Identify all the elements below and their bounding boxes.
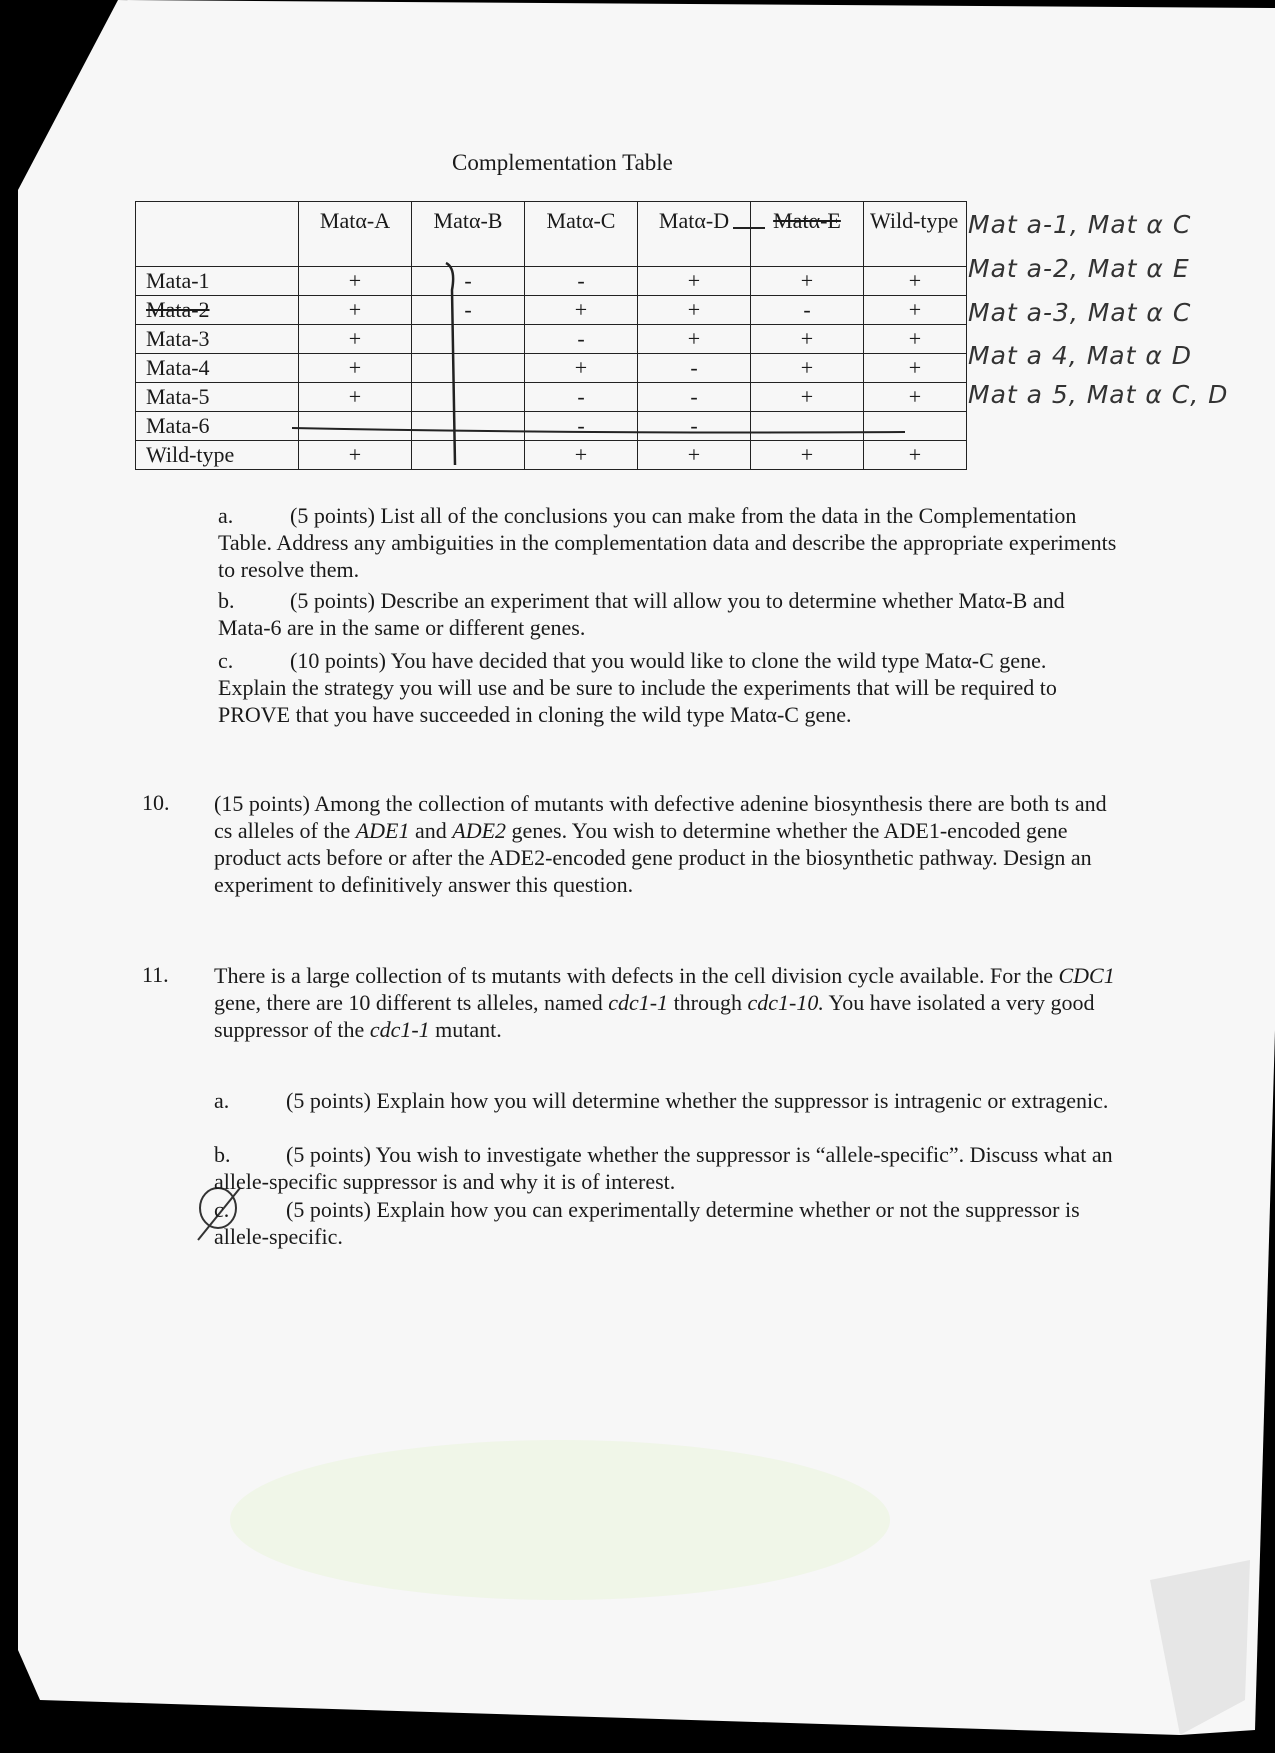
q9b-text: (5 points) Describe an experiment that will allow you to determine whether Matα-B and Mata-6 are in the same or different genes. [218,588,1065,640]
q11-text-part: gene, there are 10 different ts alleles, named [214,990,609,1015]
table-cell: - [525,267,638,296]
table-cell: + [638,325,751,354]
handwritten-note: Mat a-3, Mat α C [968,298,1192,327]
table-cell: + [525,354,638,383]
col-header: Matα-E [751,202,864,267]
q9a [218,502,1118,583]
table-cell: + [525,296,638,325]
table-cell: + [299,325,412,354]
table-cell: - [412,267,525,296]
table-cell: - [638,383,751,412]
gene-name: CDC1 [1058,963,1115,988]
table-cell: + [299,267,412,296]
q10-text-part: (15 points) Among the collection of mutants with defective adenine biosynthesis there are both ts and cs alleles of the [214,791,1107,843]
q10-number: 10. [142,790,170,815]
row-header: Mata-2 [136,296,299,325]
table-cell: + [638,296,751,325]
handwritten-note: Mat a 5, Mat α C, D [968,380,1229,409]
table-cell: + [751,267,864,296]
table-cell: + [299,296,412,325]
row-header: Wild-type [136,441,299,470]
col-header: Matα-B [412,202,525,267]
table-cell: - [638,412,751,441]
table-cell: + [299,354,412,383]
q11c-text: (5 points) Explain how you can experimentally determine whether or not the suppressor is allele-specific. [214,1197,1080,1249]
q9a-text: (5 points) List all of the conclusions you can make from the data in the Complementation Table. Address any ambiguities in the complementation data and describe the appropriate experiments to resolve them. [218,503,1117,582]
row-header: Mata-4 [136,354,299,383]
table-cell: - [412,296,525,325]
gene-name: ADE2 [452,818,507,843]
handwritten-note: Mat a 4, Mat α D [968,341,1193,370]
table-cell: - [525,383,638,412]
table-cell: - [751,296,864,325]
q11b [214,1141,1119,1195]
table-cell: + [751,325,864,354]
col-header: Matα-D [638,202,751,267]
q9c-text: (10 points) You have decided that you would like to clone the wild type Matα-C gene. Explain the strategy you will use and be sure to include the experiments that will be required to PROVE that you have succeeded in cloning the wild type Matα-C gene. [218,648,1057,727]
table-cell: + [864,354,967,383]
table-cell: + [864,383,967,412]
table-cell: + [299,441,412,470]
table-cell: + [751,383,864,412]
q11a-label: a. [214,1088,230,1113]
handwritten-note: Mat a-1, Mat α C [968,210,1192,239]
table-cell: + [751,354,864,383]
table-cell: + [864,441,967,470]
q10-text-part: and [409,818,453,843]
table-cell: + [751,441,864,470]
table-cell: + [864,267,967,296]
q11c [214,1196,1119,1250]
q11-text-part: There is a large collection of ts mutants with defects in the cell division cycle available. For the [214,963,1059,988]
q9c [218,647,1118,728]
table-cell: + [864,325,967,354]
table-cell: + [864,296,967,325]
row-header: Mata-5 [136,383,299,412]
table-cell: - [525,325,638,354]
q11-text-part: through [668,990,748,1015]
q9b [218,587,1118,641]
q11a [214,1087,1119,1114]
q11-text [214,962,1119,1043]
table-title: Complementation Table [452,150,673,175]
col-header: Matα-A [299,202,412,267]
q11-text-part: You have isolated a very good suppressor of the [214,990,1095,1042]
q11b-text: (5 points) You wish to investigate whether the suppressor is “allele-specific”. Discuss what an allele-specific suppressor is and why it is of interest. [214,1142,1113,1194]
handwritten-note: Mat a-2, Mat α E [968,254,1190,283]
allele-name: cdc1-1 [369,1017,430,1042]
row-header: Mata-3 [136,325,299,354]
q11a-text: (5 points) Explain how you will determine whether the suppressor is intragenic or extragenic. [286,1088,1109,1113]
table-cell: + [299,383,412,412]
q9b-label: b. [218,588,235,613]
table-cell: + [525,441,638,470]
q11-text-part: mutant. [429,1017,502,1042]
q9a-label: a. [218,503,234,528]
q10-text [214,790,1119,898]
table-cell: - [525,412,638,441]
row-header: Mata-1 [136,267,299,296]
table-cell: + [638,267,751,296]
q11b-label: b. [214,1142,231,1167]
allele-name: cdc1-1 [608,990,669,1015]
q11c-label: c. [214,1197,230,1222]
col-header: Wild-type [864,202,967,267]
table-cell: + [638,441,751,470]
q10-text-part: genes. You wish to determine whether the ADE1-encoded gene product acts before or after the ADE2-encoded gene product in the biosynthetic pathway. Design an experiment to definitively answer this question. [214,818,1092,897]
row-header: Mata-6 [136,412,299,441]
table-cell: - [638,354,751,383]
gene-name: ADE1 [355,818,410,843]
col-header: Matα-C [525,202,638,267]
allele-name: cdc1-10. [747,990,824,1015]
q11-number: 11. [142,962,169,987]
q9c-label: c. [218,648,234,673]
